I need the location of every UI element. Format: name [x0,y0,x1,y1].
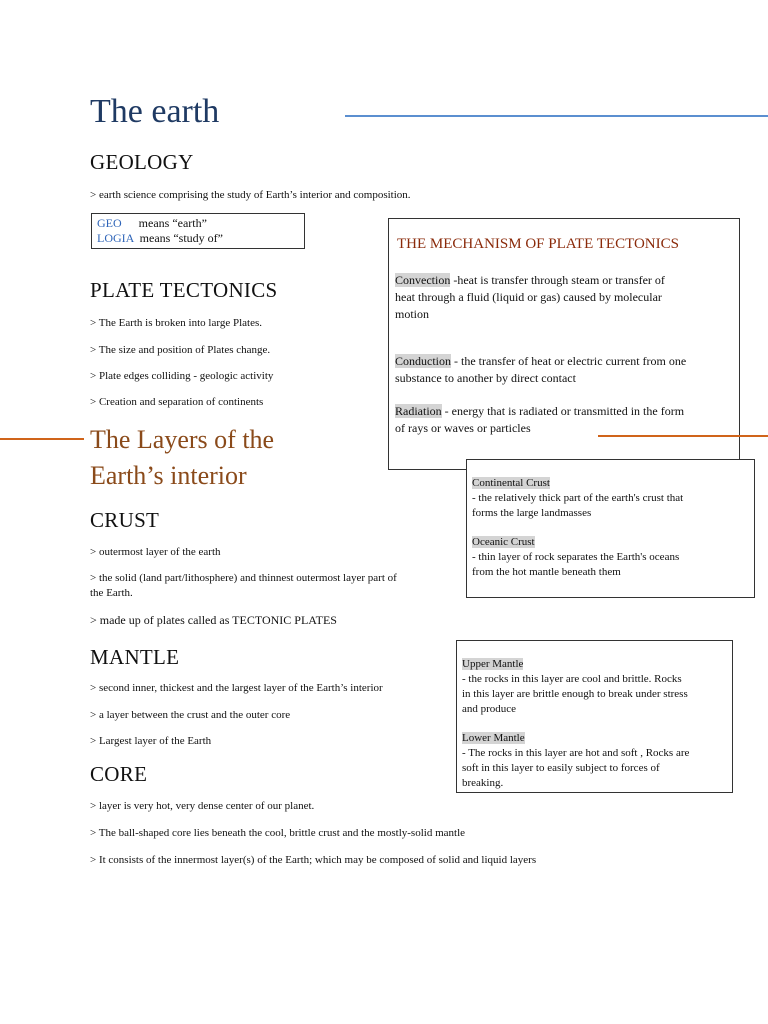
term-logia-word: LOGIA [97,231,134,245]
geology-heading: GEOLOGY [90,150,194,174]
radiation-text: - energy that is radiated or transmitted in the form [441,404,685,418]
mantle-box-content [462,657,730,791]
continental-crust-desc: forms the large landmasses [472,507,592,519]
term-geo-meaning: means “earth” [138,216,207,230]
plate-tectonics-item: > The Earth is broken into large Plates. [90,317,262,329]
mechanism-convection [395,272,735,323]
mechanism-radiation [395,403,735,437]
geology-terms-box [91,213,305,249]
mechanism-title: THE MECHANISM OF PLATE TECTONICS [397,236,679,252]
continental-crust-desc: - the relatively thick part of the earth's crust that [472,492,684,504]
layers-title-line2: Earth’s interior [90,461,247,490]
upper-mantle-term: Upper Mantle [462,658,524,670]
layers-rule-right [598,435,768,437]
upper-mantle-desc: - the rocks in this layer are cool and brittle. Rocks [462,673,682,685]
crust-item: > made up of plates called as TECTONIC PLATES [90,613,337,627]
crust-item: > the solid (land part/lithosphere) and thinnest outermost layer part of [90,572,397,584]
upper-mantle-desc: and produce [462,703,517,715]
plate-tectonics-item: > The size and position of Plates change. [90,344,271,356]
plate-tectonics-item: > Plate edges colliding - geologic activity [90,370,274,382]
lower-mantle-desc: - The rocks in this layer are hot and soft , Rocks are [462,747,690,759]
mantle-item: > a layer between the crust and the outer core [90,709,291,721]
conduction-text: - the transfer of heat or electric current from one [451,354,687,368]
mechanism-box [388,218,740,470]
term-geo-word: GEO [97,216,122,230]
mantle-box [456,640,733,793]
lower-mantle-desc: soft in this layer to easily subject to forces of [462,762,660,774]
term-logia-meaning: means “study of” [139,231,223,245]
crust-box-content [472,476,750,580]
crust-heading: CRUST [90,508,160,532]
core-item: > The ball-shaped core lies beneath the cool, brittle crust and the mostly-solid mantle [90,827,466,839]
layers-rule-left [0,438,84,440]
plate-tectonics-item: > Creation and separation of continents [90,396,264,408]
convection-text: -heat is transfer through steam or transfer of [450,273,665,287]
mantle-item: > Largest layer of the Earth [90,735,212,747]
mechanism-conduction [395,353,735,387]
plate-tectonics-heading: PLATE TECTONICS [90,278,278,302]
oceanic-crust-term: Oceanic Crust [472,536,535,548]
convection-text: motion [395,307,430,321]
mantle-heading: MANTLE [90,645,180,669]
page-title: The earth [90,93,220,130]
core-heading: CORE [90,762,148,786]
core-item: > It consists of the innermost layer(s) of the Earth; which may be composed of solid and liquid layers [90,854,537,866]
convection-text: heat through a fluid (liquid or gas) caused by molecular [395,290,662,304]
conduction-term: Conduction [395,354,451,368]
conduction-text: substance to another by direct contact [395,371,576,385]
term-geo [97,216,207,231]
oceanic-crust-desc: - thin layer of rock separates the Earth's oceans [472,551,680,563]
crust-box [466,459,755,598]
crust-item: the Earth. [90,587,133,599]
upper-mantle-desc: in this layer are brittle enough to break under stress [462,688,688,700]
mantle-item: > second inner, thickest and the largest layer of the Earth’s interior [90,682,383,694]
layers-title [90,422,274,494]
radiation-term: Radiation [395,404,442,418]
lower-mantle-desc: breaking. [462,777,504,789]
term-logia [97,231,223,246]
lower-mantle-term: Lower Mantle [462,732,525,744]
convection-term: Convection [395,273,451,287]
title-rule [345,115,768,117]
continental-crust-term: Continental Crust [472,477,550,489]
core-item: > layer is very hot, very dense center of our planet. [90,800,315,812]
crust-item: > outermost layer of the earth [90,546,221,558]
geology-definition: > earth science comprising the study of Earth’s interior and composition. [90,189,411,201]
layers-title-line1: The Layers of the [90,425,275,454]
oceanic-crust-desc: from the hot mantle beneath them [472,566,621,578]
radiation-text: of rays or waves or particles [395,421,531,435]
